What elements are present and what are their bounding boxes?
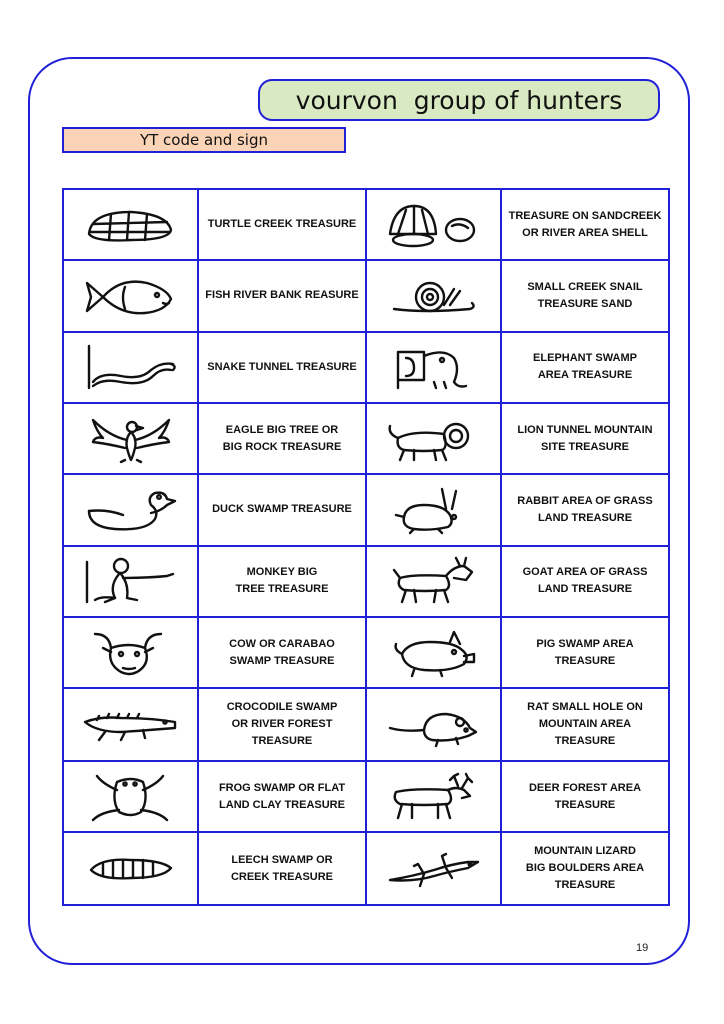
description-line: MOUNTAIN LIZARD	[534, 845, 636, 858]
description-line: SWAMP TREASURE	[229, 654, 335, 667]
code-description	[198, 403, 366, 474]
description-line: PIG SWAMP AREA	[536, 637, 634, 650]
description-line: DEER FOREST AREA	[528, 781, 642, 794]
description-line: FROG SWAMP OR FLAT	[218, 781, 346, 794]
description-line: TREE TREASURE	[235, 583, 329, 596]
code-description	[501, 688, 669, 761]
page-number: 19	[636, 942, 649, 954]
description-line: CROCODILE SWAMP	[226, 701, 338, 714]
lion-icon	[384, 414, 484, 464]
sign-cell	[63, 761, 198, 832]
page-title: vourvon group of hunters	[258, 79, 660, 121]
frog-icon	[81, 772, 181, 822]
code-description	[501, 546, 669, 617]
eagle-icon	[81, 414, 181, 464]
description-line: TREASURE	[554, 879, 616, 892]
sign-cell	[366, 688, 501, 761]
sign-cell	[366, 617, 501, 688]
snake-icon	[81, 342, 181, 392]
description-line: MONKEY BIG	[246, 566, 318, 579]
description-line: CREEK TREASURE	[230, 870, 334, 883]
deer-icon	[384, 772, 484, 822]
code-description	[501, 761, 669, 832]
code-description	[198, 761, 366, 832]
code-description	[501, 474, 669, 545]
sign-cell	[366, 832, 501, 905]
sign-cell	[366, 332, 501, 403]
rat-icon	[384, 700, 484, 750]
elephant-icon	[384, 342, 484, 392]
code-description	[501, 260, 669, 331]
description-line: GOAT AREA OF GRASS	[522, 566, 648, 579]
description-line: RAT SMALL HOLE ON	[527, 701, 643, 714]
description-line: BIG ROCK TREASURE	[222, 440, 342, 453]
description-line: MOUNTAIN AREA	[538, 718, 632, 731]
crocodile-icon	[81, 700, 181, 750]
sign-cell	[63, 474, 198, 545]
sign-cell	[63, 617, 198, 688]
description-line: SNAKE TUNNEL TREASURE	[207, 360, 357, 373]
description-line: TREASURE ON SANDCREEK	[508, 209, 662, 222]
sign-cell	[63, 403, 198, 474]
sign-cell	[366, 260, 501, 331]
description-line: EAGLE BIG TREE OR	[225, 423, 339, 436]
description-line: FISH RIVER BANK REASURE	[205, 289, 359, 302]
description-line: OR RIVER FOREST	[231, 718, 333, 731]
description-line: DUCK SWAMP TREASURE	[212, 503, 352, 516]
table-row	[63, 546, 669, 617]
description-line: RABBIT AREA OF GRASS	[517, 494, 653, 507]
pig-icon	[384, 628, 484, 678]
rabbit-icon	[384, 485, 484, 535]
table-row	[63, 832, 669, 905]
monkey-icon	[81, 556, 181, 606]
sign-cell	[63, 832, 198, 905]
description-line: OR RIVER AREA SHELL	[522, 226, 648, 239]
duck-icon	[81, 485, 181, 535]
code-description	[501, 332, 669, 403]
table-row	[63, 617, 669, 688]
leech-icon	[81, 844, 181, 894]
description-line: AREA TREASURE	[537, 369, 633, 382]
description-line: TREASURE SAND	[537, 297, 633, 310]
sign-cell	[63, 546, 198, 617]
table-row	[63, 474, 669, 545]
table-row	[63, 260, 669, 331]
code-description	[501, 832, 669, 905]
cow-icon	[81, 628, 181, 678]
code-description	[501, 403, 669, 474]
fish-icon	[81, 271, 181, 321]
description-line: TURTLE CREEK TREASURE	[207, 218, 357, 231]
description-line: SITE TREASURE	[540, 440, 629, 453]
table-row	[63, 189, 669, 260]
code-sign-table	[62, 188, 670, 906]
section-subtitle: YT code and sign	[62, 127, 346, 153]
table-row	[63, 761, 669, 832]
description-line: TREASURE	[554, 798, 616, 811]
description-line: TREASURE	[251, 735, 313, 748]
lizard-icon	[384, 844, 484, 894]
sign-cell	[63, 688, 198, 761]
code-description	[198, 832, 366, 905]
code-description	[501, 617, 669, 688]
code-description	[198, 474, 366, 545]
code-description	[198, 332, 366, 403]
description-line: LAND CLAY TREASURE	[219, 798, 345, 811]
sign-cell	[366, 403, 501, 474]
code-description	[198, 617, 366, 688]
code-description	[198, 189, 366, 260]
description-line: COW OR CARABAO	[229, 637, 335, 650]
sign-cell	[366, 189, 501, 260]
sign-cell	[63, 260, 198, 331]
snail-icon	[384, 271, 484, 321]
description-line: LAND TREASURE	[537, 511, 633, 524]
turtle-icon	[81, 200, 181, 250]
description-line: LION TUNNEL MOUNTAIN	[517, 423, 653, 436]
code-description	[198, 688, 366, 761]
description-line: LEECH SWAMP OR	[231, 853, 333, 866]
description-line: TREASURE	[554, 654, 616, 667]
description-line: SMALL CREEK SNAIL	[527, 280, 643, 293]
code-description	[198, 260, 366, 331]
table-row	[63, 688, 669, 761]
code-description	[198, 546, 366, 617]
shell-icon	[384, 200, 484, 250]
description-line: TREASURE	[554, 735, 616, 748]
sign-cell	[366, 761, 501, 832]
code-description	[501, 189, 669, 260]
description-line: LAND TREASURE	[537, 583, 633, 596]
sign-cell	[366, 546, 501, 617]
sign-cell	[366, 474, 501, 545]
description-line: ELEPHANT SWAMP	[533, 352, 637, 365]
table-row	[63, 332, 669, 403]
sign-cell	[63, 189, 198, 260]
table-row	[63, 403, 669, 474]
goat-icon	[384, 556, 484, 606]
sign-cell	[63, 332, 198, 403]
description-line: BIG BOULDERS AREA	[525, 862, 645, 875]
